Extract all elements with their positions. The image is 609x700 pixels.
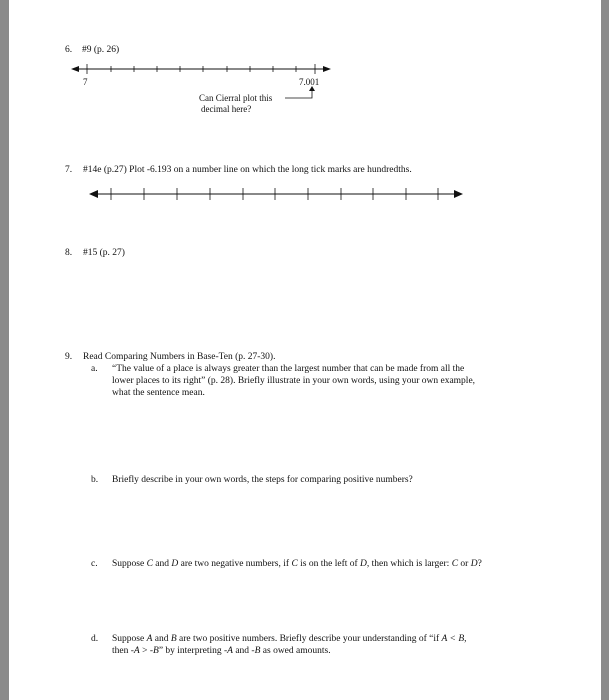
q6-left-tick-label: 7 <box>83 77 88 87</box>
q9d-line1: Suppose A and B are two positive numbers. Briefly describe your understanding of “if A < B, <box>112 634 467 644</box>
q6-label: #9 (p. 26) <box>82 45 120 55</box>
q9c-text: Suppose C and D are two negative numbers, if C is on the left of D, then which is larger: C or D? <box>112 559 482 569</box>
q9-number: 9. <box>65 352 73 362</box>
q9b-letter: b. <box>91 475 99 485</box>
q9-label: Read Comparing Numbers in Base-Ten (p. 27-30). <box>83 352 276 362</box>
q9a-letter: a. <box>91 364 98 374</box>
q9a-line3: what the sentence mean. <box>112 388 205 398</box>
q7-number-line <box>9 0 601 700</box>
q9a-line2: lower places to its right” (p. 28). Briefly illustrate in your own words, using your own example, <box>112 376 476 386</box>
q7-number: 7. <box>65 165 73 175</box>
q8-number: 8. <box>65 248 73 258</box>
q9d-letter: d. <box>91 634 99 644</box>
q9d-line2: then -A > -B” by interpreting -A and -B as owed amounts. <box>112 646 331 656</box>
q6-callout-line1: Can Cierral plot this <box>199 93 273 103</box>
q6-right-tick-label: 7.001 <box>299 77 320 87</box>
q7-label: #14e (p.27) Plot -6.193 on a number line on which the long tick marks are hundredths. <box>83 165 412 175</box>
q8-label: #15 (p. 27) <box>83 248 125 258</box>
q9c-letter: c. <box>91 559 98 569</box>
worksheet-page <box>9 0 601 700</box>
q9a-line1: “The value of a place is always greater than the largest number that can be made from all the <box>112 364 465 374</box>
q6-callout-line2: decimal here? <box>201 104 252 114</box>
q6-number: 6. <box>65 45 73 55</box>
q9b-text: Briefly describe in your own words, the steps for comparing positive numbers? <box>112 475 413 485</box>
